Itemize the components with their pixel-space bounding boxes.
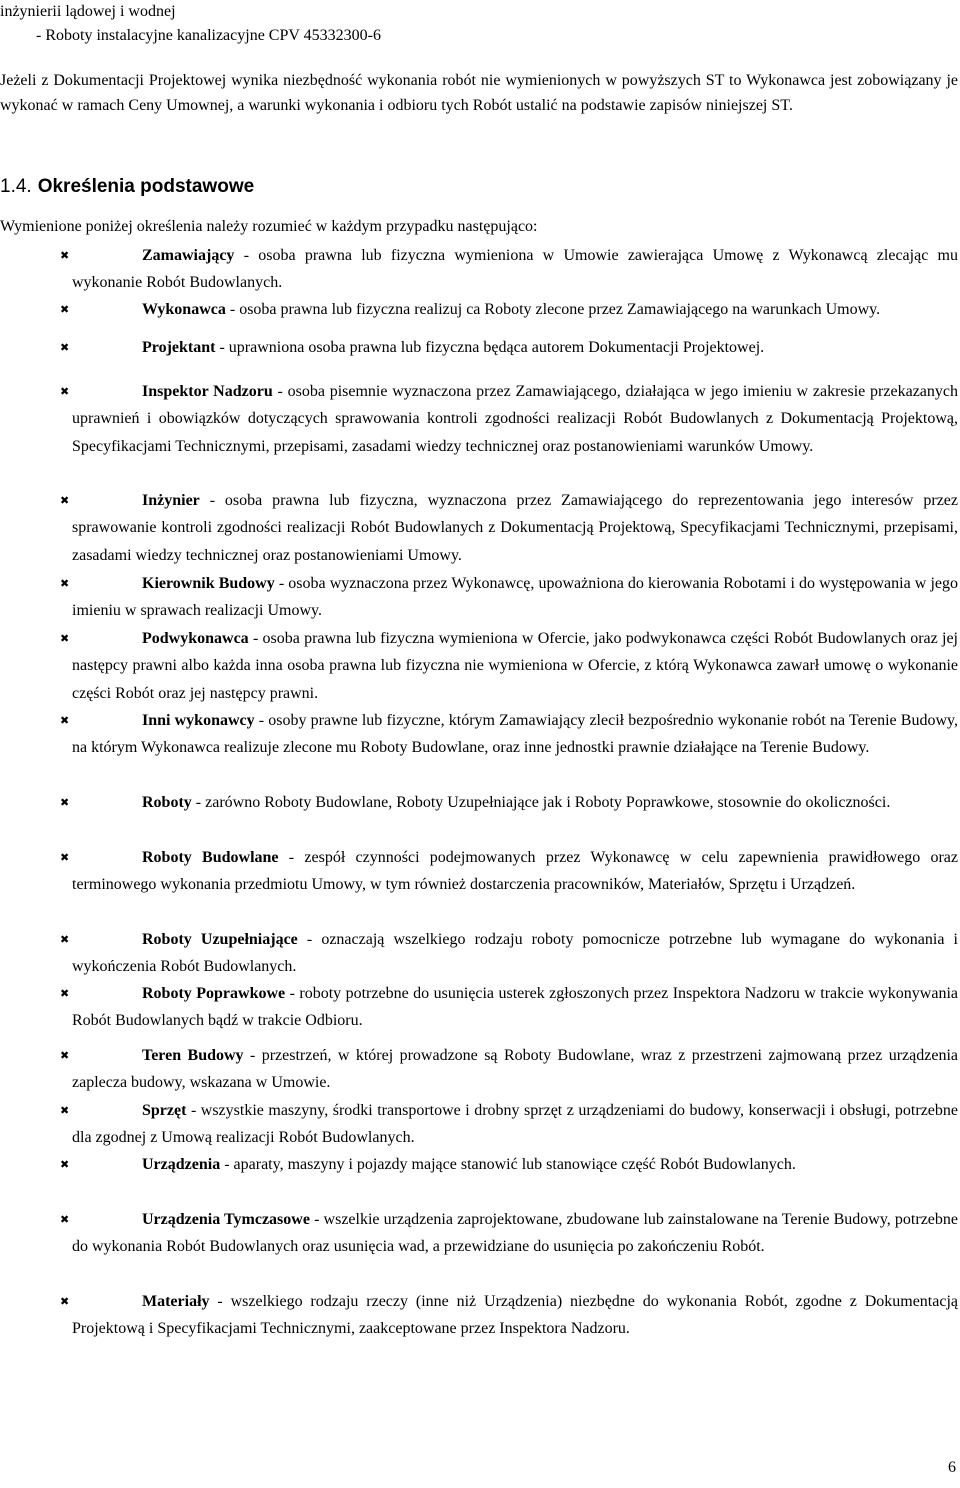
x-bullet-icon: ✖ <box>60 1104 70 1117</box>
definition-term: Sprzęt <box>142 1102 187 1119</box>
definition-item <box>60 296 958 323</box>
x-bullet-icon: ✖ <box>60 933 70 946</box>
x-bullet-icon: ✖ <box>60 1295 70 1308</box>
section-number: 1.4. <box>0 176 32 197</box>
x-bullet-icon: ✖ <box>60 632 70 645</box>
definition-text: - wszelkie urządzenia zaprojektowane, zbudowane lub zainstalowane na Terenie Budowy, potrzebne do wykonania Robót Budowlanych oraz usunięcia wad, a przewidziane do usunięcia po zakończeniu Robót. <box>72 1211 959 1256</box>
definition-item <box>60 487 958 569</box>
definition-item <box>60 1206 959 1261</box>
definition-text: - osoba prawna lub fizyczna, wyznaczona przez Zamawiającego do reprezentowania jego interesów przez sprawowanie kontroli zgodności realizacji Robót Budowlanych z Dokumentacją Projektową, Specyfikacjami Technicznymi, przepisami, zasadami wiedzy technicznej oraz postanowieniami Umowy. <box>72 492 958 564</box>
definition-text: - przestrzeń, w której prowadzone są Roboty Budowlane, wraz z przestrzeni zajmowaną przez urządzenia zaplecza budowy, wskazana w Umowie. <box>72 1047 959 1092</box>
page-number: 6 <box>948 1459 956 1476</box>
definition-text: - roboty potrzebne do usunięcia usterek zgłoszonych przez Inspektora Nadzoru w trakcie wykonywania Robót Budowlanych bądź w trakcie Odbioru. <box>72 985 958 1030</box>
section-heading <box>0 175 254 199</box>
definition-term: Roboty Uzupełniające <box>142 931 298 948</box>
x-bullet-icon: ✖ <box>60 385 70 398</box>
definition-item <box>60 242 958 297</box>
section-title: Określenia podstawowe <box>37 176 255 197</box>
definition-term: Roboty Budowlane <box>142 849 279 866</box>
definition-item <box>60 707 958 762</box>
x-bullet-icon: ✖ <box>60 796 70 809</box>
definition-item <box>60 926 959 981</box>
definition-item <box>60 844 959 899</box>
definition-term: Podwykonawca <box>142 630 249 647</box>
definition-term: Inspektor Nadzoru <box>142 383 273 400</box>
definition-text: - osoby prawne lub fizyczne, którym Zamawiający zlecił bezpośrednio wykonanie robót na Terenie Budowy, na którym Wykonawca realizuje zlecone mu Roboty Budowlane, oraz inne jednostki prawnie działające na Terenie Budowy. <box>72 712 958 757</box>
definition-term: Roboty Poprawkowe <box>142 985 286 1002</box>
x-bullet-icon: ✖ <box>60 1049 70 1062</box>
lead-sentence: Wymienione poniżej określenia należy rozumieć w każdym przypadku następująco: <box>0 218 538 235</box>
definition-text: - osoba prawna lub fizyczna wymieniona w Umowie zawierająca Umowę z Wykonawcą zlecając mu wykonanie Robót Budowlanych. <box>72 247 958 292</box>
intro-paragraph: Jeżeli z Dokumentacji Projektowej wynika niezbędność wykonania robót nie wymienionych w powyższych ST to Wykonawca jest zobowiązany je wykonać w ramach Ceny Umownej, a warunki wykonania i odbioru tych Robót ustalić na podstawie zapisów niniejszej ST. <box>0 72 958 114</box>
definition-text: - wszelkiego rodzaju rzeczy (inne niż Urządzenia) niezbędne do wykonania Robót, zgodne z Dokumentacją Projektową i Specyfikacjami Technicznymi, zaakceptowane przez Inspektora Nadzoru. <box>72 1293 958 1338</box>
definition-term: Zamawiający <box>142 247 235 264</box>
x-bullet-icon: ✖ <box>60 714 70 727</box>
definition-text: - osoba prawna lub fizyczna wymieniona w Ofercie, jako podwykonawca części Robót Budowlanych oraz jej następcy prawni albo każda inna osoba prawna lub fizyczna nie wymieniona w Ofercie, z którą Wykonawca zawarł umowę o wykonanie części Robót oraz jej następcy prawni. <box>72 630 958 702</box>
definition-item <box>60 789 958 816</box>
definition-term: Urządzenia Tymczasowe <box>142 1211 310 1228</box>
definition-text: - uprawniona osoba prawna lub fizyczna będąca autorem Dokumentacji Projektowej. <box>215 339 765 356</box>
definition-term: Wykonawca <box>142 301 226 318</box>
definition-item <box>60 980 958 1035</box>
x-bullet-icon: ✖ <box>60 341 70 354</box>
definition-text: - oznaczają wszelkiego rodzaju roboty pomocnicze potrzebne lub wymagane do wykonania i wykończenia Robót Budowlanych. <box>72 931 959 976</box>
header-line-1: inżynierii lądowej i wodnej <box>0 3 176 20</box>
definition-item <box>60 378 958 460</box>
definition-term: Roboty <box>142 794 192 811</box>
definition-item <box>60 570 959 625</box>
definition-item <box>60 1288 958 1343</box>
definition-text: - wszystkie maszyny, środki transportowe i drobny sprzęt z urządzeniami do budowy, konserwacji i obsługi, potrzebne dla zgodnej z Umową realizacji Robót Budowlanych. <box>72 1102 958 1147</box>
definition-term: Materiały <box>142 1293 210 1310</box>
definition-text: - osoba wyznaczona przez Wykonawcę, upoważniona do kierowania Robotami i do występowania w jego imieniu w sprawach realizacji Umowy. <box>72 575 959 620</box>
definition-item <box>60 334 958 361</box>
definition-term: Urządzenia <box>142 1156 221 1173</box>
definition-item <box>60 1151 958 1178</box>
header-line-2: - Roboty instalacyjne kanalizacyjne CPV 45332300-6 <box>36 27 381 44</box>
definition-text: - zarówno Roboty Budowlane, Roboty Uzupełniające jak i Roboty Poprawkowe, stosownie do okoliczności. <box>191 794 891 811</box>
x-bullet-icon: ✖ <box>60 249 70 262</box>
definition-text: - zespół czynności podejmowanych przez Wykonawcę w celu zapewnienia prawidłowego oraz terminowego wykonania przedmiotu Umowy, w tym również dostarczenia pracowników, Materiałów, Sprzętu i Urządzeń. <box>72 849 959 894</box>
x-bullet-icon: ✖ <box>60 987 70 1000</box>
x-bullet-icon: ✖ <box>60 1158 70 1171</box>
definition-term: Inżynier <box>142 492 200 509</box>
definition-term: Teren Budowy <box>142 1047 244 1064</box>
definition-term: Inni wykonawcy <box>142 712 255 729</box>
definition-item <box>60 1097 958 1152</box>
definition-term: Projektant <box>142 339 216 356</box>
x-bullet-icon: ✖ <box>60 851 70 864</box>
definition-item <box>60 1042 959 1097</box>
x-bullet-icon: ✖ <box>60 494 70 507</box>
definition-text: - osoba prawna lub fizyczna realizuj ca Roboty zlecone przez Zamawiającego na warunkach Umowy. <box>225 301 881 318</box>
x-bullet-icon: ✖ <box>60 303 70 316</box>
definition-term: Kierownik Budowy <box>142 575 275 592</box>
definition-text: - osoba pisemnie wyznaczona przez Zamawiającego, działająca w jego imieniu w zakresie przekazanych uprawnień i obowiązków dotyczących sprawowania kontroli zgodności realizacji Robót Budowlanych z Dokumentacją Projektową, Specyfikacjami Technicznymi, przepisami, zasadami wiedzy technicznej oraz postanowieniami warunków Umowy. <box>72 383 958 455</box>
x-bullet-icon: ✖ <box>60 577 70 590</box>
definition-text: - aparaty, maszyny i pojazdy mające stanowić lub stanowiące część Robót Budowlanych. <box>220 1156 796 1173</box>
x-bullet-icon: ✖ <box>60 1213 70 1226</box>
definition-item <box>60 625 958 707</box>
